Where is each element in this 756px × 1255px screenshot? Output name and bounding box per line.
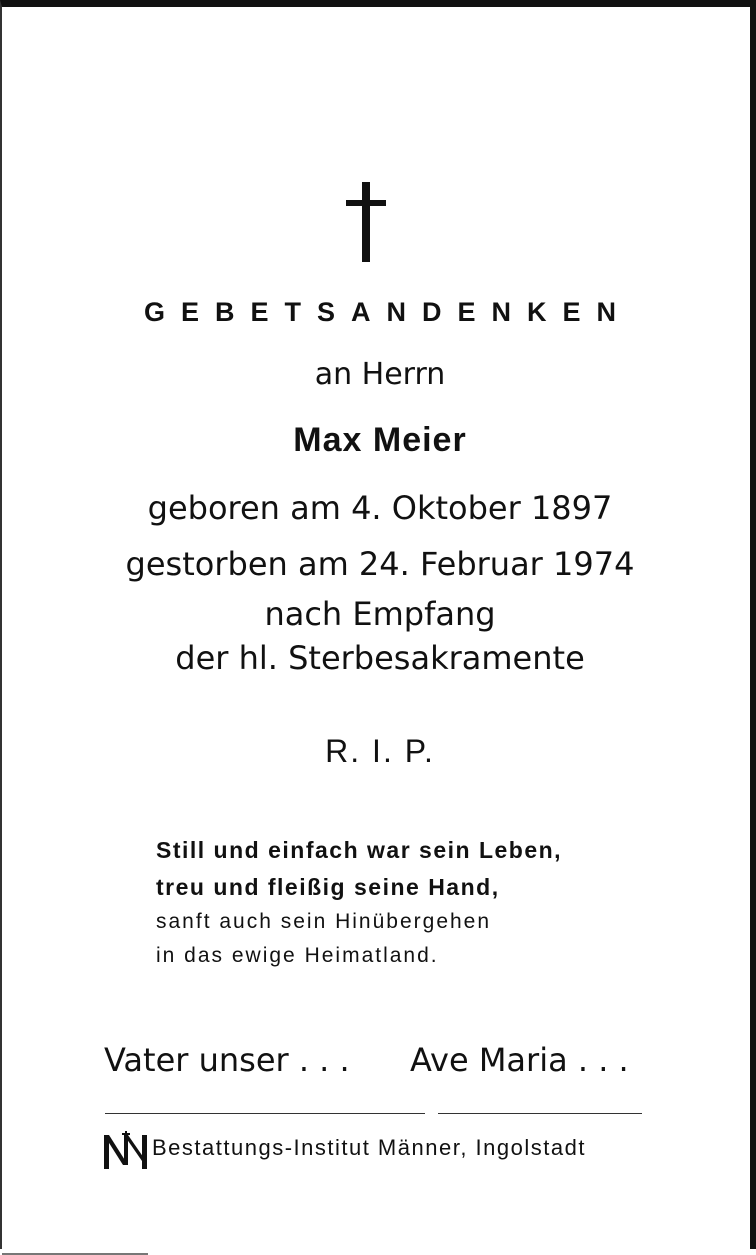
salutation: an Herrn xyxy=(314,357,446,392)
poem-line: treu und fleißig seine Hand, xyxy=(156,874,500,900)
death-date-line: gestorben am 24. Februar 1974 xyxy=(125,545,635,583)
poem-line: Still und einfach war sein Leben, xyxy=(156,837,563,863)
cross-icon xyxy=(346,182,386,262)
rip-text: R. I. P. xyxy=(325,733,435,769)
funeral-home-name: Bestattungs-Institut Männer, Ingolstadt xyxy=(152,1135,586,1160)
poem-line: sanft auch sein Hinübergehen xyxy=(156,910,492,933)
divider-line xyxy=(438,1113,642,1114)
card-title: GEBETSANDENKEN xyxy=(143,297,633,327)
birth-date-line: geboren am 4. Oktober 1897 xyxy=(147,489,613,527)
sacrament-line-2: der hl. Sterbesakramente xyxy=(175,639,585,677)
prayer-hail-mary: Ave Maria . . . xyxy=(410,1041,629,1079)
funeral-home-logo-icon xyxy=(102,1131,150,1171)
sacrament-line-1: nach Empfang xyxy=(264,595,496,633)
deceased-name: Max Meier xyxy=(293,421,467,459)
poem-line: in das ewige Heimatland. xyxy=(156,944,439,967)
divider-line xyxy=(105,1113,425,1114)
prayer-our-father: Vater unser . . . xyxy=(104,1041,350,1079)
